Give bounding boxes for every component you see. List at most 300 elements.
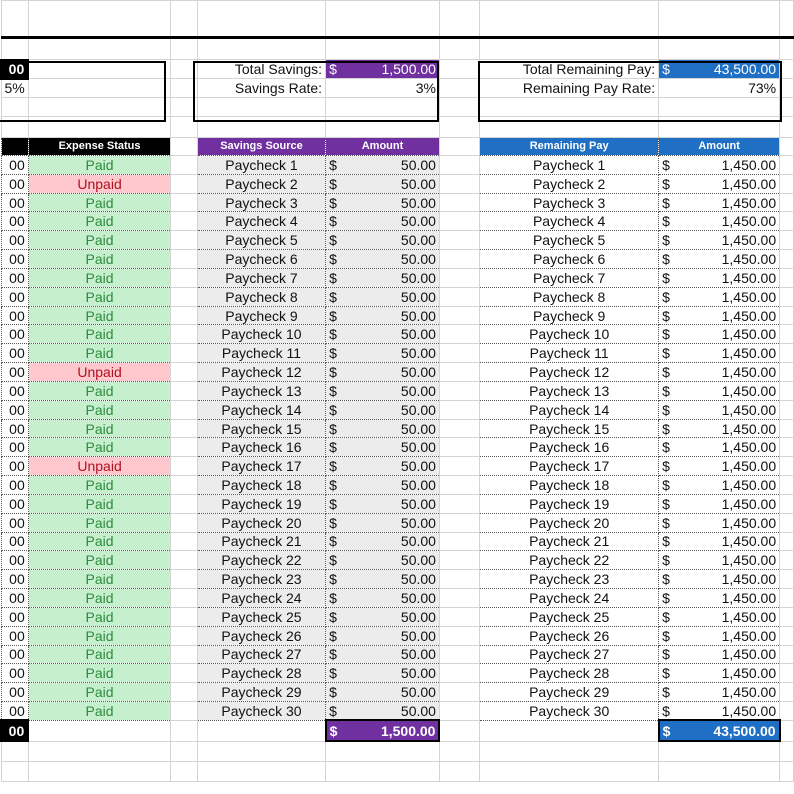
cell[interactable] bbox=[780, 476, 794, 495]
cell[interactable] bbox=[171, 570, 198, 589]
cell[interactable] bbox=[439, 325, 479, 344]
savings-amount-cell[interactable] bbox=[326, 381, 440, 400]
cell[interactable] bbox=[439, 513, 479, 532]
savings-amount-cell[interactable] bbox=[326, 607, 440, 626]
cell[interactable] bbox=[439, 761, 479, 781]
left-amount-cell[interactable] bbox=[1, 513, 28, 532]
left-amount-cell[interactable] bbox=[1, 589, 28, 608]
left-amount-cell[interactable] bbox=[1, 702, 28, 721]
remaining-amount-cell[interactable] bbox=[659, 419, 780, 438]
savings-source-cell[interactable] bbox=[197, 363, 325, 382]
remaining-pay-cell[interactable] bbox=[480, 626, 659, 645]
savings-source-cell[interactable] bbox=[197, 457, 325, 476]
cell[interactable] bbox=[171, 702, 198, 721]
cell[interactable] bbox=[439, 645, 479, 664]
savings-amount-cell[interactable] bbox=[326, 532, 440, 551]
cell[interactable] bbox=[780, 438, 794, 457]
left-amount-cell[interactable] bbox=[1, 212, 28, 231]
cell[interactable] bbox=[439, 419, 479, 438]
remaining-pay-cell[interactable] bbox=[480, 645, 659, 664]
cell[interactable] bbox=[780, 589, 794, 608]
savings-rate-value-cell[interactable] bbox=[326, 79, 440, 98]
expense-status-cell[interactable] bbox=[28, 494, 171, 513]
remaining-pay-cell[interactable] bbox=[480, 419, 659, 438]
remaining-amount-cell[interactable] bbox=[659, 250, 780, 269]
remaining-pay-cell[interactable] bbox=[480, 532, 659, 551]
remaining-pay-cell[interactable] bbox=[480, 325, 659, 344]
cell[interactable] bbox=[171, 250, 198, 269]
left-amount-cell[interactable] bbox=[1, 193, 28, 212]
cell[interactable] bbox=[439, 79, 479, 98]
remaining-pay-cell[interactable] bbox=[480, 268, 659, 287]
savings-source-cell[interactable] bbox=[197, 268, 325, 287]
savings-source-cell[interactable] bbox=[197, 626, 325, 645]
cell[interactable] bbox=[439, 306, 479, 325]
cell[interactable] bbox=[171, 683, 198, 702]
cell[interactable] bbox=[439, 363, 479, 382]
savings-amount-cell[interactable] bbox=[326, 645, 440, 664]
cell[interactable] bbox=[439, 117, 479, 138]
savings-amount-cell[interactable] bbox=[326, 156, 440, 175]
cell[interactable] bbox=[780, 664, 794, 683]
cell[interactable] bbox=[439, 231, 479, 250]
cell[interactable] bbox=[28, 117, 171, 138]
cell[interactable] bbox=[171, 60, 198, 79]
cell[interactable] bbox=[28, 38, 171, 60]
cell[interactable] bbox=[171, 513, 198, 532]
expense-status-cell[interactable] bbox=[28, 212, 171, 231]
savings-amount-cell[interactable] bbox=[326, 494, 440, 513]
cell[interactable] bbox=[780, 532, 794, 551]
cell[interactable] bbox=[171, 589, 198, 608]
cell[interactable] bbox=[439, 683, 479, 702]
expense-status-cell[interactable] bbox=[28, 645, 171, 664]
total-savings-value-cell[interactable] bbox=[326, 60, 440, 79]
cell[interactable] bbox=[439, 532, 479, 551]
savings-source-cell[interactable] bbox=[197, 476, 325, 495]
remaining-amount-cell[interactable] bbox=[659, 438, 780, 457]
cell[interactable] bbox=[480, 741, 659, 761]
remaining-pay-cell[interactable] bbox=[480, 231, 659, 250]
cell[interactable] bbox=[439, 589, 479, 608]
remaining-pay-cell[interactable] bbox=[480, 551, 659, 570]
cell[interactable] bbox=[171, 306, 198, 325]
cell[interactable] bbox=[659, 38, 780, 60]
expense-status-cell[interactable] bbox=[28, 381, 171, 400]
savings-source-cell[interactable] bbox=[197, 664, 325, 683]
cell[interactable] bbox=[439, 720, 479, 741]
total-remaining-value-cell[interactable] bbox=[659, 60, 780, 79]
expense-status-cell[interactable] bbox=[28, 419, 171, 438]
cell[interactable] bbox=[171, 532, 198, 551]
cell[interactable] bbox=[171, 38, 198, 60]
cell[interactable] bbox=[171, 325, 198, 344]
left-amount-cell[interactable] bbox=[1, 626, 28, 645]
cell[interactable] bbox=[439, 551, 479, 570]
cell[interactable] bbox=[197, 761, 325, 781]
expense-status-cell[interactable] bbox=[28, 457, 171, 476]
left-amount-cell[interactable] bbox=[1, 250, 28, 269]
cell[interactable] bbox=[171, 741, 198, 761]
cell[interactable] bbox=[171, 551, 198, 570]
expense-status-cell[interactable] bbox=[28, 570, 171, 589]
cell[interactable] bbox=[326, 98, 440, 117]
expense-status-cell[interactable] bbox=[28, 193, 171, 212]
cell[interactable] bbox=[171, 138, 198, 156]
savings-source-cell[interactable] bbox=[197, 325, 325, 344]
left-amount-cell[interactable] bbox=[1, 645, 28, 664]
cell[interactable] bbox=[439, 438, 479, 457]
savings-source-header-cell[interactable] bbox=[197, 138, 325, 156]
cell[interactable] bbox=[439, 287, 479, 306]
cell[interactable] bbox=[780, 1, 794, 38]
cell[interactable] bbox=[28, 761, 171, 781]
savings-source-cell[interactable] bbox=[197, 174, 325, 193]
left-grand-total-cell[interactable] bbox=[1, 720, 28, 741]
remaining-pay-cell[interactable] bbox=[480, 193, 659, 212]
cell[interactable] bbox=[780, 344, 794, 363]
cell[interactable] bbox=[780, 38, 794, 60]
savings-source-cell[interactable] bbox=[197, 645, 325, 664]
cell[interactable] bbox=[439, 138, 479, 156]
cell[interactable] bbox=[171, 174, 198, 193]
savings-amount-cell[interactable] bbox=[326, 476, 440, 495]
left-amount-cell[interactable] bbox=[1, 551, 28, 570]
savings-amount-cell[interactable] bbox=[326, 344, 440, 363]
expense-status-cell[interactable] bbox=[28, 589, 171, 608]
savings-amount-cell[interactable] bbox=[326, 513, 440, 532]
cell[interactable] bbox=[197, 38, 325, 60]
left-rate-cell[interactable] bbox=[1, 79, 28, 98]
expense-status-cell[interactable] bbox=[28, 250, 171, 269]
left-amount-cell[interactable] bbox=[1, 476, 28, 495]
cell[interactable] bbox=[439, 664, 479, 683]
cell[interactable] bbox=[171, 419, 198, 438]
cell[interactable] bbox=[439, 381, 479, 400]
left-amount-cell[interactable] bbox=[1, 306, 28, 325]
remaining-amount-cell[interactable] bbox=[659, 570, 780, 589]
cell[interactable] bbox=[439, 98, 479, 117]
remaining-amount-cell[interactable] bbox=[659, 551, 780, 570]
savings-source-cell[interactable] bbox=[197, 532, 325, 551]
savings-source-cell[interactable] bbox=[197, 231, 325, 250]
expense-status-cell[interactable] bbox=[28, 363, 171, 382]
cell[interactable] bbox=[439, 344, 479, 363]
cell[interactable] bbox=[480, 98, 659, 117]
cell[interactable] bbox=[780, 761, 794, 781]
savings-amount-cell[interactable] bbox=[326, 250, 440, 269]
left-amount-cell[interactable] bbox=[1, 400, 28, 419]
left-amount-cell[interactable] bbox=[1, 381, 28, 400]
cell[interactable] bbox=[171, 98, 198, 117]
expense-status-cell[interactable] bbox=[28, 683, 171, 702]
savings-amount-cell[interactable] bbox=[326, 457, 440, 476]
savings-amount-cell[interactable] bbox=[326, 589, 440, 608]
savings-source-cell[interactable] bbox=[197, 193, 325, 212]
savings-amount-cell[interactable] bbox=[326, 363, 440, 382]
expense-status-cell[interactable] bbox=[28, 344, 171, 363]
remaining-pay-cell[interactable] bbox=[480, 589, 659, 608]
remaining-amount-cell[interactable] bbox=[659, 212, 780, 231]
cell[interactable] bbox=[171, 494, 198, 513]
cell[interactable] bbox=[439, 607, 479, 626]
savings-amount-cell[interactable] bbox=[326, 683, 440, 702]
savings-amount-cell[interactable] bbox=[326, 400, 440, 419]
remaining-pay-cell[interactable] bbox=[480, 250, 659, 269]
expense-status-cell[interactable] bbox=[28, 231, 171, 250]
cell[interactable] bbox=[171, 79, 198, 98]
savings-source-cell[interactable] bbox=[197, 250, 325, 269]
remaining-amount-cell[interactable] bbox=[659, 457, 780, 476]
remaining-amount-cell[interactable] bbox=[659, 325, 780, 344]
savings-source-cell[interactable] bbox=[197, 513, 325, 532]
remaining-amount-cell[interactable] bbox=[659, 476, 780, 495]
expense-status-cell[interactable] bbox=[28, 476, 171, 495]
expense-status-cell[interactable] bbox=[28, 156, 171, 175]
savings-amount-cell[interactable] bbox=[326, 325, 440, 344]
remaining-pay-cell[interactable] bbox=[480, 438, 659, 457]
cell[interactable] bbox=[439, 156, 479, 175]
remaining-amount-cell[interactable] bbox=[659, 513, 780, 532]
cell[interactable] bbox=[780, 98, 794, 117]
remaining-pay-cell[interactable] bbox=[480, 607, 659, 626]
cell[interactable] bbox=[171, 720, 198, 741]
cell[interactable] bbox=[326, 117, 440, 138]
remaining-pay-cell[interactable] bbox=[480, 664, 659, 683]
expense-status-header-cell[interactable] bbox=[28, 138, 171, 156]
expense-status-cell[interactable] bbox=[28, 268, 171, 287]
cell[interactable] bbox=[659, 98, 780, 117]
savings-amount-cell[interactable] bbox=[326, 174, 440, 193]
remaining-amount-cell[interactable] bbox=[659, 231, 780, 250]
savings-source-cell[interactable] bbox=[197, 570, 325, 589]
left-amount-cell[interactable] bbox=[1, 156, 28, 175]
left-amount-cell[interactable] bbox=[1, 231, 28, 250]
remaining-pay-cell[interactable] bbox=[480, 306, 659, 325]
cell[interactable] bbox=[171, 231, 198, 250]
cell[interactable] bbox=[780, 306, 794, 325]
cell[interactable] bbox=[780, 325, 794, 344]
cell[interactable] bbox=[439, 570, 479, 589]
remaining-pay-cell[interactable] bbox=[480, 363, 659, 382]
remaining-amount-cell[interactable] bbox=[659, 664, 780, 683]
savings-source-cell[interactable] bbox=[197, 306, 325, 325]
remaining-amount-cell[interactable] bbox=[659, 156, 780, 175]
expense-status-cell[interactable] bbox=[28, 626, 171, 645]
savings-amount-cell[interactable] bbox=[326, 664, 440, 683]
remaining-amount-cell[interactable] bbox=[659, 174, 780, 193]
cell[interactable] bbox=[171, 212, 198, 231]
left-amount-cell[interactable] bbox=[1, 457, 28, 476]
remaining-pay-header-cell[interactable] bbox=[480, 138, 659, 156]
cell[interactable] bbox=[171, 457, 198, 476]
expense-status-cell[interactable] bbox=[28, 532, 171, 551]
cell[interactable] bbox=[439, 250, 479, 269]
cell[interactable] bbox=[780, 702, 794, 721]
remaining-amount-cell[interactable] bbox=[659, 381, 780, 400]
remaining-pay-cell[interactable] bbox=[480, 683, 659, 702]
savings-source-cell[interactable] bbox=[197, 607, 325, 626]
cell[interactable] bbox=[1, 741, 28, 761]
cell[interactable] bbox=[659, 1, 780, 38]
left-amount-cell[interactable] bbox=[1, 607, 28, 626]
left-amount-cell[interactable] bbox=[1, 174, 28, 193]
savings-source-cell[interactable] bbox=[197, 551, 325, 570]
cell[interactable] bbox=[171, 645, 198, 664]
header-cell[interactable] bbox=[1, 138, 28, 156]
remaining-pay-cell[interactable] bbox=[480, 156, 659, 175]
cell[interactable] bbox=[1, 98, 28, 117]
cell[interactable] bbox=[439, 1, 479, 38]
savings-amount-cell[interactable] bbox=[326, 306, 440, 325]
cell[interactable] bbox=[439, 741, 479, 761]
savings-amount-cell[interactable] bbox=[326, 287, 440, 306]
remaining-pay-cell[interactable] bbox=[480, 476, 659, 495]
cell[interactable] bbox=[439, 60, 479, 79]
savings-source-cell[interactable] bbox=[197, 419, 325, 438]
left-amount-cell[interactable] bbox=[1, 438, 28, 457]
cell[interactable] bbox=[439, 494, 479, 513]
savings-source-cell[interactable] bbox=[197, 589, 325, 608]
cell[interactable] bbox=[197, 98, 325, 117]
savings-source-cell[interactable] bbox=[197, 287, 325, 306]
cell[interactable] bbox=[780, 250, 794, 269]
cell[interactable] bbox=[659, 117, 780, 138]
cell[interactable] bbox=[780, 494, 794, 513]
cell[interactable] bbox=[171, 156, 198, 175]
savings-amount-cell[interactable] bbox=[326, 212, 440, 231]
cell[interactable] bbox=[780, 60, 794, 79]
expense-status-cell[interactable] bbox=[28, 702, 171, 721]
cell[interactable] bbox=[197, 720, 325, 741]
cell[interactable] bbox=[28, 98, 171, 117]
remaining-pay-cell[interactable] bbox=[480, 287, 659, 306]
cell[interactable] bbox=[439, 400, 479, 419]
cell[interactable] bbox=[780, 607, 794, 626]
remaining-amount-cell[interactable] bbox=[659, 645, 780, 664]
cell[interactable] bbox=[171, 626, 198, 645]
cell[interactable] bbox=[326, 1, 440, 38]
cell[interactable] bbox=[171, 400, 198, 419]
savings-amount-cell[interactable] bbox=[326, 438, 440, 457]
cell[interactable] bbox=[171, 193, 198, 212]
cell[interactable] bbox=[197, 117, 325, 138]
expense-status-cell[interactable] bbox=[28, 325, 171, 344]
cell[interactable] bbox=[28, 1, 171, 38]
cell[interactable] bbox=[780, 156, 794, 175]
remaining-pay-cell[interactable] bbox=[480, 212, 659, 231]
savings-amount-cell[interactable] bbox=[326, 419, 440, 438]
left-amount-cell[interactable] bbox=[1, 363, 28, 382]
cell[interactable] bbox=[480, 117, 659, 138]
cell[interactable] bbox=[780, 513, 794, 532]
left-amount-cell[interactable] bbox=[1, 419, 28, 438]
cell[interactable] bbox=[439, 212, 479, 231]
cell[interactable] bbox=[780, 79, 794, 98]
remaining-amount-cell[interactable] bbox=[659, 363, 780, 382]
left-amount-cell[interactable] bbox=[1, 344, 28, 363]
cell[interactable] bbox=[780, 400, 794, 419]
cell[interactable] bbox=[780, 363, 794, 382]
remaining-amount-cell[interactable] bbox=[659, 683, 780, 702]
savings-amount-cell[interactable] bbox=[326, 193, 440, 212]
cell[interactable] bbox=[439, 268, 479, 287]
expense-status-cell[interactable] bbox=[28, 306, 171, 325]
savings-amount-header-cell[interactable] bbox=[326, 138, 440, 156]
cell[interactable] bbox=[171, 761, 198, 781]
cell[interactable] bbox=[171, 117, 198, 138]
cell[interactable] bbox=[326, 38, 440, 60]
savings-source-cell[interactable] bbox=[197, 702, 325, 721]
savings-source-cell[interactable] bbox=[197, 438, 325, 457]
cell[interactable] bbox=[439, 476, 479, 495]
cell[interactable] bbox=[171, 438, 198, 457]
cell[interactable] bbox=[1, 117, 28, 138]
remaining-amount-cell[interactable] bbox=[659, 702, 780, 721]
cell[interactable] bbox=[171, 344, 198, 363]
cell[interactable] bbox=[439, 174, 479, 193]
cell[interactable] bbox=[780, 138, 794, 156]
remaining-amount-cell[interactable] bbox=[659, 607, 780, 626]
remaining-amount-cell[interactable] bbox=[659, 268, 780, 287]
cell[interactable] bbox=[171, 664, 198, 683]
left-amount-cell[interactable] bbox=[1, 494, 28, 513]
remaining-pay-cell[interactable] bbox=[480, 344, 659, 363]
left-amount-cell[interactable] bbox=[1, 325, 28, 344]
savings-amount-cell[interactable] bbox=[326, 570, 440, 589]
cell[interactable] bbox=[780, 683, 794, 702]
cell[interactable] bbox=[439, 626, 479, 645]
cell[interactable] bbox=[171, 381, 198, 400]
cell[interactable] bbox=[780, 551, 794, 570]
cell[interactable] bbox=[780, 174, 794, 193]
left-amount-cell[interactable] bbox=[1, 268, 28, 287]
savings-amount-cell[interactable] bbox=[326, 626, 440, 645]
savings-source-cell[interactable] bbox=[197, 381, 325, 400]
savings-amount-cell[interactable] bbox=[326, 702, 440, 721]
cell[interactable] bbox=[171, 1, 198, 38]
cell[interactable] bbox=[439, 193, 479, 212]
remaining-grand-total-cell[interactable] bbox=[659, 720, 780, 741]
expense-status-cell[interactable] bbox=[28, 174, 171, 193]
cell[interactable] bbox=[480, 1, 659, 38]
savings-source-cell[interactable] bbox=[197, 212, 325, 231]
expense-status-cell[interactable] bbox=[28, 664, 171, 683]
remaining-pay-cell[interactable] bbox=[480, 702, 659, 721]
cell[interactable] bbox=[780, 720, 794, 741]
cell[interactable] bbox=[780, 741, 794, 761]
cell[interactable] bbox=[780, 212, 794, 231]
remaining-amount-cell[interactable] bbox=[659, 344, 780, 363]
cell[interactable] bbox=[439, 38, 479, 60]
cell[interactable] bbox=[171, 476, 198, 495]
left-amount-cell[interactable] bbox=[1, 287, 28, 306]
cell[interactable] bbox=[780, 117, 794, 138]
cell[interactable] bbox=[171, 363, 198, 382]
cell[interactable] bbox=[780, 457, 794, 476]
remaining-pay-cell[interactable] bbox=[480, 381, 659, 400]
expense-status-cell[interactable] bbox=[28, 551, 171, 570]
savings-source-cell[interactable] bbox=[197, 344, 325, 363]
expense-status-cell[interactable] bbox=[28, 607, 171, 626]
left-amount-cell[interactable] bbox=[1, 664, 28, 683]
remaining-amount-cell[interactable] bbox=[659, 626, 780, 645]
cell[interactable] bbox=[28, 720, 171, 741]
remaining-amount-cell[interactable] bbox=[659, 494, 780, 513]
left-amount-cell[interactable] bbox=[1, 532, 28, 551]
cell[interactable] bbox=[480, 720, 659, 741]
cell[interactable] bbox=[480, 38, 659, 60]
